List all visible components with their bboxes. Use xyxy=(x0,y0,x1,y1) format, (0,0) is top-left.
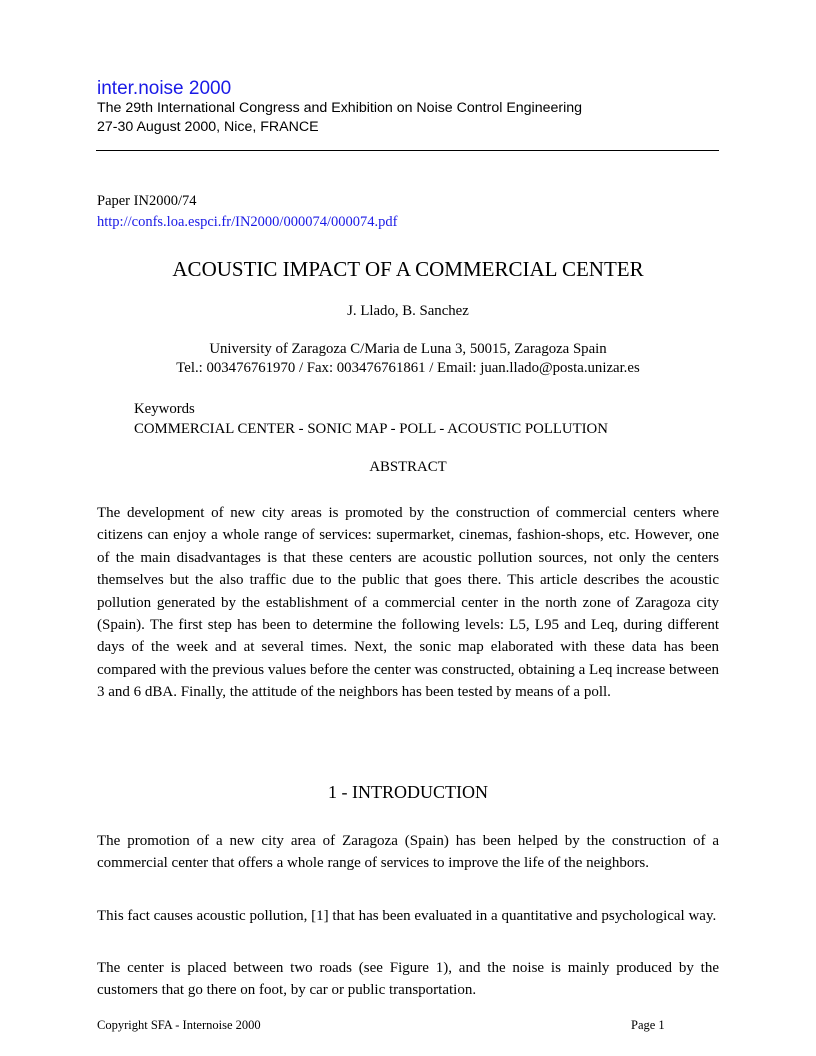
paper-id: Paper IN2000/74 xyxy=(97,193,197,209)
abstract-heading: ABSTRACT xyxy=(369,459,447,475)
paper-authors: J. Llado, B. Sanchez xyxy=(347,303,469,319)
keywords-label: Keywords xyxy=(134,401,195,417)
abstract-text: The development of new city areas is promoted by the construction of commercial centers where citizens can enjoy a whole range of services: supermarket, cinemas, fashion-shops, etc. However, one of the main disadvantages is that these centers are acoustic pollution sources, not only the centers themselves but the also traffic due to the public that goes there. This article describes the acoustic pollution generated by the establishment of a commercial center in the north zone of Zaragoza city (Spain). The first step has been to determine the following levels: L5, L95 and Leq, during different days of the week and at several times. Next, the sonic map elaborated with these data has been compared with the previous values before the center was constructed, obtaining a Leq increase between 3 and 6 dBA. Finally, the attitude of the neighbors has been tested by means of a poll. xyxy=(97,505,719,701)
keywords-list: COMMERCIAL CENTER - SONIC MAP - POLL - ACOUSTIC POLLUTION xyxy=(134,421,608,437)
paper-title: ACOUSTIC IMPACT OF A COMMERCIAL CENTER xyxy=(172,257,644,281)
conference-subtitle: The 29th International Congress and Exhibition on Noise Control Engineering xyxy=(97,100,583,116)
introduction-paragraph: This fact causes acoustic pollution, [1] that has been evaluated in a quantitative and psychological way. xyxy=(97,908,717,924)
header-divider xyxy=(96,150,719,151)
introduction-heading: 1 - INTRODUCTION xyxy=(328,782,488,802)
conference-name: inter.noise 2000 xyxy=(97,78,232,99)
introduction-paragraph: The promotion of a new city area of Zaragoza (Spain) has been helped by the construction of a commercial center that offers a whole range of services to improve the life of the neighbors. xyxy=(97,833,719,872)
introduction-paragraph: The center is placed between two roads (see Figure 1), and the noise is mainly produced by the customers that go there on foot, by car or public transportation. xyxy=(97,960,719,999)
footer-copyright: Copyright SFA - Internoise 2000 xyxy=(97,1018,261,1032)
paper-url-link[interactable]: http://confs.loa.espci.fr/IN2000/000074/000074.pdf xyxy=(97,214,398,230)
affiliation-contact: Tel.: 003476761970 / Fax: 003476761861 / Email: juan.llado@posta.unizar.es xyxy=(176,360,640,376)
conference-date-location: 27-30 August 2000, Nice, FRANCE xyxy=(97,119,319,135)
affiliation-address: University of Zaragoza C/Maria de Luna 3, 50015, Zaragoza Spain xyxy=(209,341,607,357)
footer-page-number: Page 1 xyxy=(631,1018,665,1032)
